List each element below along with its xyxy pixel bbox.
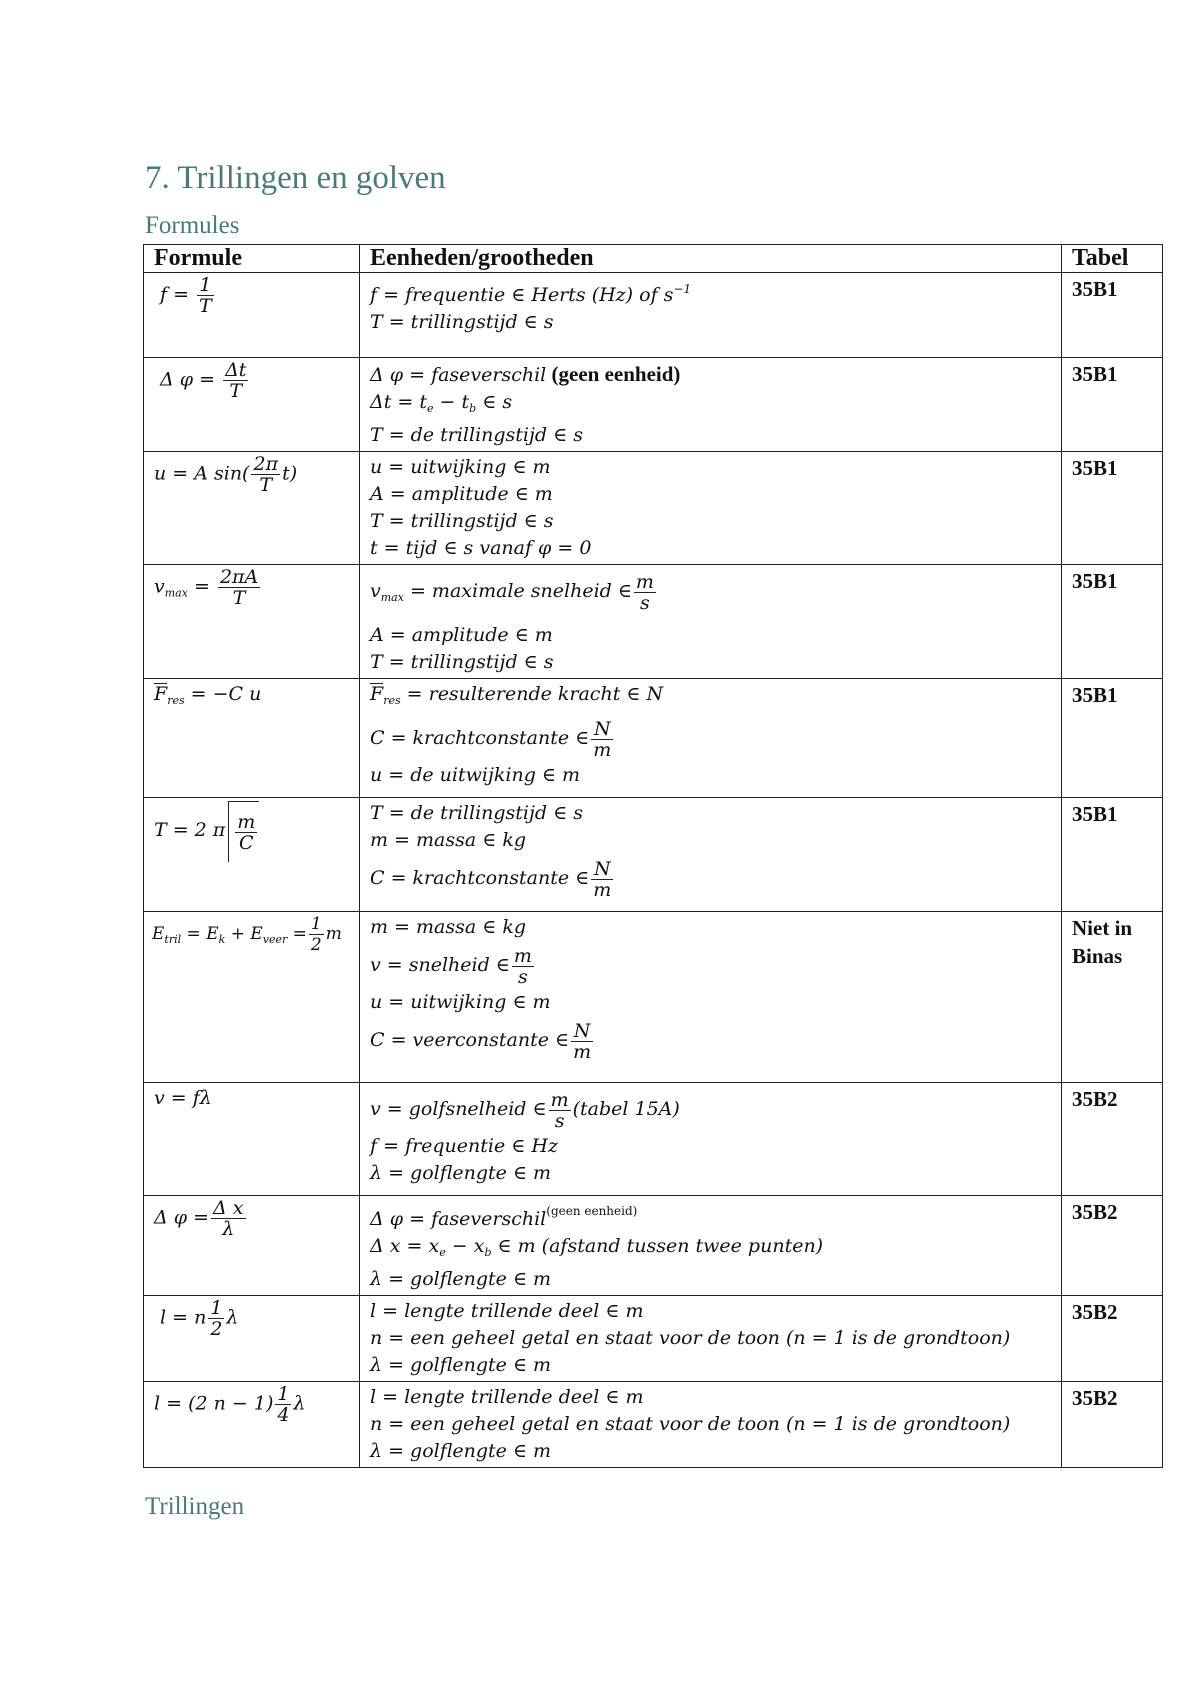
formula-cell bbox=[144, 273, 360, 358]
header-eenheden: Eenheden/grootheden bbox=[360, 245, 1062, 273]
fraction bbox=[218, 567, 260, 608]
tabel-cell: Niet in Binas bbox=[1062, 912, 1163, 1083]
fraction-numerator: m bbox=[513, 944, 532, 967]
fraction-denominator: s bbox=[518, 965, 528, 988]
subscript: k bbox=[218, 933, 226, 946]
definition-text: T = trillingstijd ∈ s bbox=[370, 651, 554, 673]
fraction-denominator: T bbox=[232, 587, 246, 609]
fraction bbox=[208, 1298, 224, 1339]
formula-text: T = 2 π bbox=[154, 819, 226, 841]
fraction-denominator: s bbox=[640, 591, 650, 614]
formula-text: v = fλ bbox=[154, 1087, 212, 1109]
fraction-numerator: N bbox=[591, 719, 613, 740]
definition-text: λ = golflengte ∈ m bbox=[370, 1268, 552, 1290]
section-heading-formules: Formules bbox=[145, 212, 240, 239]
definition-text: f = frequentie ∈ Hz bbox=[370, 1135, 558, 1157]
formula-cell bbox=[144, 1296, 360, 1382]
table-row bbox=[144, 1196, 1163, 1296]
definition-text: Δ φ = faseverschil bbox=[370, 1208, 547, 1230]
fraction bbox=[591, 719, 613, 760]
square-root bbox=[228, 801, 259, 862]
formula-text: + E bbox=[225, 924, 263, 944]
formula-text: Δ φ = bbox=[154, 1206, 210, 1229]
fraction bbox=[634, 572, 656, 613]
subscript: res bbox=[383, 694, 401, 707]
fraction bbox=[591, 859, 613, 900]
fraction-denominator: 4 bbox=[277, 1404, 290, 1426]
vector-symbol: F bbox=[370, 681, 383, 708]
formula-cell bbox=[144, 452, 360, 565]
fraction-numerator: 2πA bbox=[219, 566, 259, 588]
definition-text: n = een geheel getal en staat voor de toon (n = 1 is de grondtoon) bbox=[370, 1327, 1011, 1349]
formula-cell bbox=[144, 1083, 360, 1196]
units-cell bbox=[360, 565, 1062, 679]
definition-text: t = tijd ∈ s vanaf φ = 0 bbox=[370, 537, 592, 559]
table-row bbox=[144, 912, 1163, 1083]
definition-text: m = massa ∈ kg bbox=[370, 829, 527, 851]
fraction bbox=[512, 946, 534, 987]
table-row bbox=[144, 273, 1163, 358]
table-row bbox=[144, 798, 1163, 912]
tabel-cell: 35B1 bbox=[1062, 679, 1163, 798]
fraction-numerator: 1 bbox=[210, 1297, 223, 1319]
definition-text: Δ φ = faseverschil bbox=[370, 364, 547, 386]
fraction-denominator: λ bbox=[222, 1218, 235, 1240]
tabel-cell: 35B2 bbox=[1062, 1382, 1163, 1468]
definition-text: A = amplitude ∈ m bbox=[370, 483, 553, 505]
formula-text: m bbox=[325, 924, 342, 944]
table-row bbox=[144, 565, 1163, 679]
fraction-numerator: N bbox=[571, 1021, 593, 1042]
definition-text: f = frequentie ∈ Herts (Hz) of s bbox=[370, 284, 674, 306]
tabel-cell: 35B1 bbox=[1062, 452, 1163, 565]
subscript: veer bbox=[262, 933, 288, 946]
formula-text: Δ φ = bbox=[160, 368, 216, 391]
units-cell bbox=[360, 273, 1062, 358]
units-cell bbox=[360, 452, 1062, 565]
fraction bbox=[309, 914, 324, 955]
table-header-row bbox=[144, 245, 1163, 273]
superscript: (geen eenheid) bbox=[546, 1204, 638, 1218]
fraction bbox=[251, 454, 280, 495]
subscript: max bbox=[380, 591, 404, 604]
page-title: 7. Trillingen en golven bbox=[145, 160, 446, 196]
definition-text: u = uitwijking ∈ m bbox=[370, 456, 551, 478]
superscript: −1 bbox=[673, 282, 692, 296]
definition-text: = resulterende kracht ∈ N bbox=[400, 683, 664, 705]
formula-cell bbox=[144, 912, 360, 1083]
units-cell bbox=[360, 1296, 1062, 1382]
fraction-numerator: m bbox=[237, 811, 256, 833]
formula-cell bbox=[144, 679, 360, 798]
fraction-denominator: T bbox=[229, 380, 243, 402]
fraction bbox=[223, 360, 248, 401]
fraction-numerator: 2π bbox=[253, 453, 279, 475]
formula-cell bbox=[144, 358, 360, 452]
fraction bbox=[549, 1090, 571, 1131]
fraction-denominator: s bbox=[554, 1109, 565, 1132]
fraction-denominator: 2 bbox=[310, 935, 322, 955]
units-cell bbox=[360, 1382, 1062, 1468]
subscript: tril bbox=[164, 933, 182, 946]
formula-text: = E bbox=[181, 924, 219, 944]
fraction bbox=[275, 1384, 291, 1425]
table-row bbox=[144, 1083, 1163, 1196]
formula-text: = bbox=[187, 575, 210, 598]
definition-text: C = veerconstante ∈ bbox=[370, 1029, 570, 1051]
units-cell bbox=[360, 1196, 1062, 1296]
definition-text: T = trillingstijd ∈ s bbox=[370, 510, 554, 532]
formula-text: f = bbox=[160, 283, 189, 306]
table-row bbox=[144, 1382, 1163, 1468]
fraction bbox=[571, 1021, 593, 1062]
formula-cell bbox=[144, 565, 360, 679]
formula-text: λ bbox=[293, 1392, 306, 1415]
formula-text: t) bbox=[282, 462, 298, 485]
definition-text: (tabel 15A) bbox=[572, 1098, 680, 1120]
formula-text: = −C u bbox=[184, 683, 262, 705]
definition-note: (geen eenheid) bbox=[546, 362, 681, 386]
fraction bbox=[197, 275, 214, 316]
fraction-denominator: T bbox=[199, 295, 212, 317]
units-cell bbox=[360, 679, 1062, 798]
tabel-cell: 35B1 bbox=[1062, 798, 1163, 912]
fraction-numerator: Δt bbox=[225, 359, 247, 381]
fraction-numerator: m bbox=[635, 570, 654, 593]
definition-text: T = de trillingstijd ∈ s bbox=[370, 424, 583, 446]
units-cell bbox=[360, 1083, 1062, 1196]
definition-text: λ = golflengte ∈ m bbox=[370, 1354, 552, 1376]
fraction-denominator: T bbox=[259, 474, 273, 496]
fraction-denominator: C bbox=[239, 832, 254, 854]
header-tabel: Tabel bbox=[1062, 245, 1163, 273]
definition-text: = maximale snelheid ∈ bbox=[403, 580, 632, 602]
subscript: b bbox=[469, 402, 477, 415]
definition-text: n = een geheel getal en staat voor de toon (n = 1 is de grondtoon) bbox=[370, 1413, 1011, 1435]
definition-text: − x bbox=[445, 1235, 485, 1257]
tabel-cell: 35B2 bbox=[1062, 1083, 1163, 1196]
tabel-cell: 35B1 bbox=[1062, 273, 1163, 358]
fraction-numerator: 1 bbox=[197, 275, 214, 296]
formula-table bbox=[143, 244, 1163, 1468]
formula-text: v bbox=[154, 575, 165, 598]
subscript: e bbox=[439, 1246, 446, 1259]
formula-text: u = A sin( bbox=[154, 462, 250, 485]
formula-cell bbox=[144, 798, 360, 912]
fraction-numerator: m bbox=[550, 1088, 569, 1111]
subscript: e bbox=[427, 402, 434, 415]
definition-text: λ = golflengte ∈ m bbox=[370, 1440, 552, 1462]
formula-text: = bbox=[287, 924, 307, 944]
formula-cell bbox=[144, 1382, 360, 1468]
fraction-denominator: 2 bbox=[210, 1318, 223, 1340]
definition-text: l = lengte trillende deel ∈ m bbox=[370, 1300, 644, 1322]
fraction-numerator: 1 bbox=[310, 914, 322, 934]
definition-text: m = massa ∈ kg bbox=[370, 916, 527, 938]
tabel-cell: 35B1 bbox=[1062, 358, 1163, 452]
definition-text: λ = golflengte ∈ m bbox=[370, 1162, 552, 1184]
definition-text: u = de uitwijking ∈ m bbox=[370, 764, 581, 786]
definition-text: Δt = t bbox=[370, 391, 427, 413]
fraction bbox=[211, 1198, 245, 1239]
definition-text: − t bbox=[433, 391, 470, 413]
fraction-denominator: m bbox=[593, 738, 612, 761]
definition-text: T = trillingstijd ∈ s bbox=[370, 311, 554, 333]
formula-cell bbox=[144, 1196, 360, 1296]
subscript: max bbox=[164, 586, 188, 600]
subscript: b bbox=[484, 1246, 492, 1259]
definition-text: l = lengte trillende deel ∈ m bbox=[370, 1386, 644, 1408]
definition-text: v bbox=[370, 580, 381, 602]
units-cell bbox=[360, 912, 1062, 1083]
units-cell bbox=[360, 358, 1062, 452]
header-formule: Formule bbox=[144, 245, 360, 273]
definition-text: Δ x = x bbox=[370, 1235, 440, 1257]
section-heading-trillingen: Trillingen bbox=[145, 1493, 245, 1520]
formula-text: l = n bbox=[160, 1306, 207, 1329]
definition-text: v = golfsnelheid ∈ bbox=[370, 1098, 547, 1120]
fraction-numerator: 1 bbox=[277, 1383, 290, 1405]
definition-text: u = uitwijking ∈ m bbox=[370, 991, 551, 1013]
table-row bbox=[144, 358, 1163, 452]
definition-text: C = krachtconstante ∈ bbox=[370, 867, 590, 889]
definition-text: v = snelheid ∈ bbox=[370, 954, 510, 976]
definition-text: T = de trillingstijd ∈ s bbox=[370, 802, 583, 824]
units-cell bbox=[360, 798, 1062, 912]
tabel-cell: 35B2 bbox=[1062, 1296, 1163, 1382]
vector-symbol: F bbox=[154, 681, 167, 708]
fraction-denominator: m bbox=[593, 878, 612, 901]
table-row bbox=[144, 1296, 1163, 1382]
fraction-denominator: m bbox=[573, 1040, 592, 1063]
formula-text: λ bbox=[226, 1306, 239, 1329]
table-row bbox=[144, 679, 1163, 798]
formula-text: E bbox=[152, 924, 165, 944]
fraction bbox=[235, 812, 257, 853]
fraction-numerator: N bbox=[591, 859, 613, 880]
tabel-cell: 35B1 bbox=[1062, 565, 1163, 679]
definition-text: C = krachtconstante ∈ bbox=[370, 727, 590, 749]
definition-text: ∈ s bbox=[476, 391, 513, 413]
formula-text: l = (2 n − 1) bbox=[154, 1392, 274, 1415]
subscript: res bbox=[167, 694, 185, 707]
table-row bbox=[144, 452, 1163, 565]
fraction-numerator: Δ x bbox=[213, 1197, 244, 1219]
definition-text: ∈ m (afstand tussen twee punten) bbox=[491, 1235, 824, 1257]
definition-text: A = amplitude ∈ m bbox=[370, 624, 553, 646]
tabel-cell: 35B2 bbox=[1062, 1196, 1163, 1296]
